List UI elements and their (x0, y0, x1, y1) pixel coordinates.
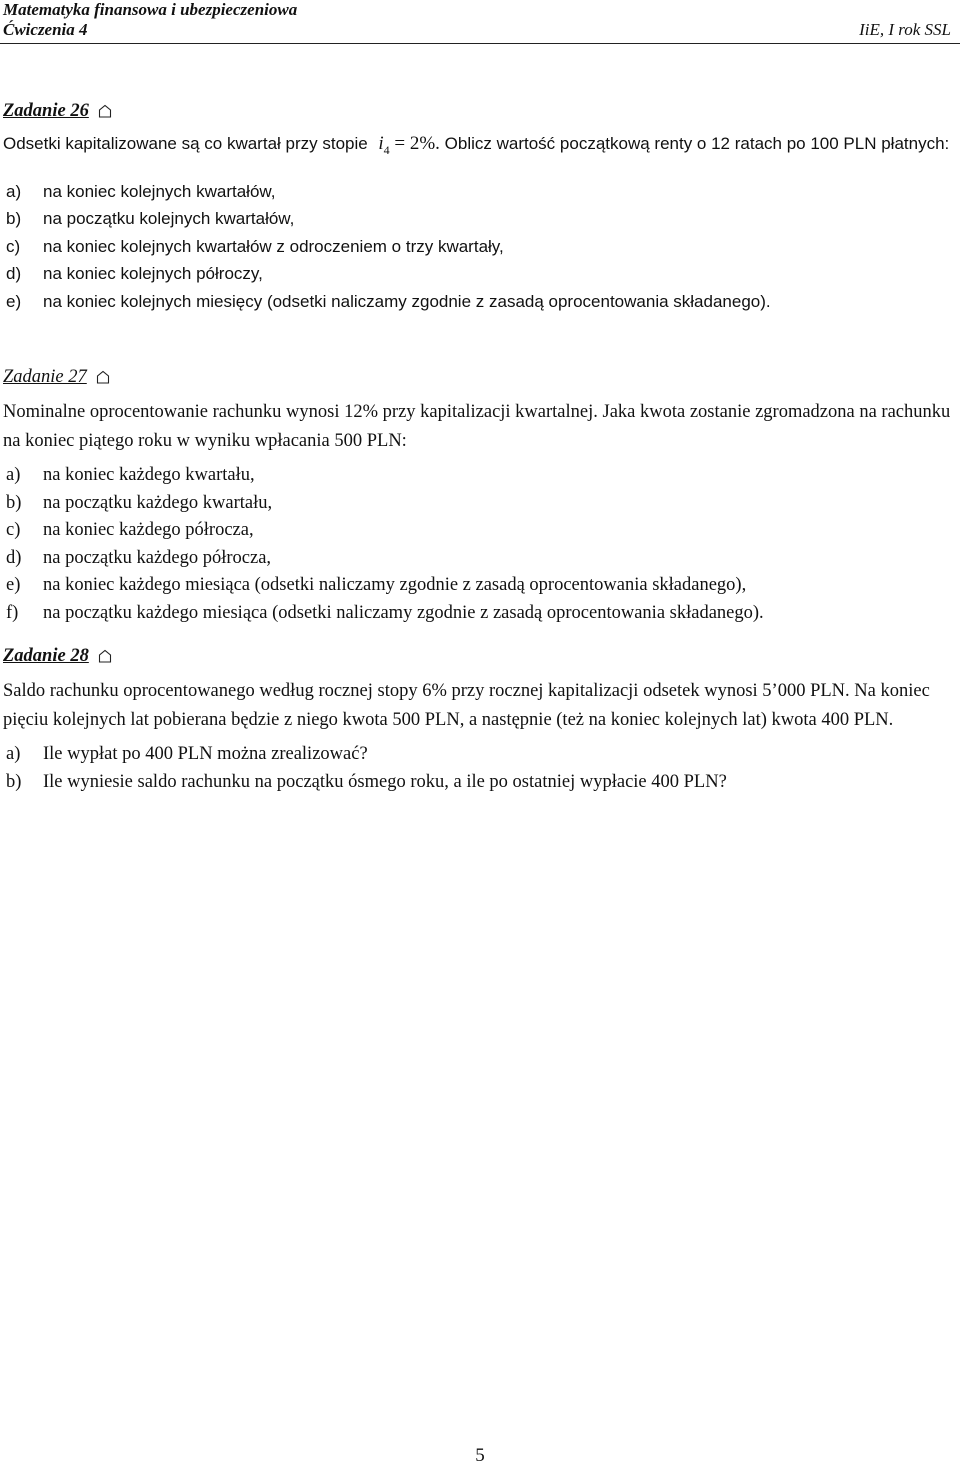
list-item: a) Ile wypłat po 400 PLN można zrealizować? (6, 744, 368, 764)
group-label: IiE, I rok SSL (859, 20, 951, 39)
list-item: b) na początku każdego kwartału, (6, 492, 273, 513)
task-26 (3, 98, 957, 315)
house-icon (96, 370, 110, 384)
list-item: e) na koniec każdego miesiąca (odsetki naliczamy zgodnie z zasadą oprocentowania składanego), (6, 575, 747, 595)
task-heading-text: Zadanie 26 (3, 100, 89, 121)
task-28 (3, 643, 957, 796)
task-heading (3, 364, 957, 390)
rate-value: = 2%. (389, 133, 440, 154)
list-item: e) na koniec kolejnych miesięcy (odsetki naliczamy zgodnie z zasadą oprocentowania składanego). (6, 291, 771, 311)
list-item: c) na koniec kolejnych kwartałów z odroczeniem o trzy kwartały, (6, 236, 504, 256)
task-items (3, 741, 957, 796)
task-intro: Nominalne oprocentowanie rachunku wynosi 12% przy kapitalizacji kwartalnej. Jaka kwota zostanie zgromadzona na rachunku na koniec piątego roku w wyniku wpłacania 500 PLN: (3, 402, 951, 451)
list-item: f) na początku każdego miesiąca (odsetki naliczamy zgodnie z zasadą oprocentowania składanego). (6, 602, 764, 623)
list-item: b) na początku kolejnych kwartałów, (6, 209, 295, 229)
task-heading-text: Zadanie 27 (3, 366, 87, 387)
task-items (3, 462, 957, 627)
intro-text-1: Odsetki kapitalizowane są co kwartał przy stopie (3, 134, 368, 153)
list-item: d) na koniec kolejnych półroczy, (6, 264, 263, 284)
rate-formula (378, 133, 440, 157)
rate-var: i (378, 133, 384, 154)
task-27 (3, 364, 957, 627)
task-items (3, 178, 957, 316)
list-item: a) na koniec każdego kwartału, (6, 465, 255, 485)
rate-sub: 4 (383, 142, 390, 157)
course-name: Matematyka finansowa i ubezpieczeniowa (3, 0, 298, 19)
list-item: a) na koniec kolejnych kwartałów, (6, 181, 276, 201)
page-number: 5 (475, 1445, 485, 1466)
page-header (3, 0, 957, 42)
task-heading (3, 643, 957, 669)
task-heading (3, 98, 957, 124)
list-item: d) na początku każdego półrocza, (6, 547, 272, 568)
task-intro: Saldo rachunku oprocentowanego według rocznej stopy 6% przy rocznej kapitalizacji odsetek wynosi 5’000 PLN. Na koniec pięciu kolejnych lat pobierana będzie z niego kwota 500 PLN, a następnie (też na koniec kolejnych lat) kwota 400 PLN. (3, 681, 930, 730)
task-intro (3, 128, 957, 166)
house-icon (98, 104, 112, 118)
header-rule (0, 43, 960, 44)
list-item: b) Ile wyniesie saldo rachunku na początku ósmego roku, a ile po ostatniej wypłacie 400 PLN? (6, 771, 727, 792)
task-heading-text: Zadanie 28 (3, 645, 89, 666)
list-item: c) na koniec każdego półrocza, (6, 520, 254, 540)
exercise-title: Ćwiczenia 4 (3, 20, 88, 39)
house-icon (98, 649, 112, 663)
intro-text-2: Oblicz wartość początkową renty o 12 ratach po 100 PLN płatnych: (439, 134, 950, 153)
